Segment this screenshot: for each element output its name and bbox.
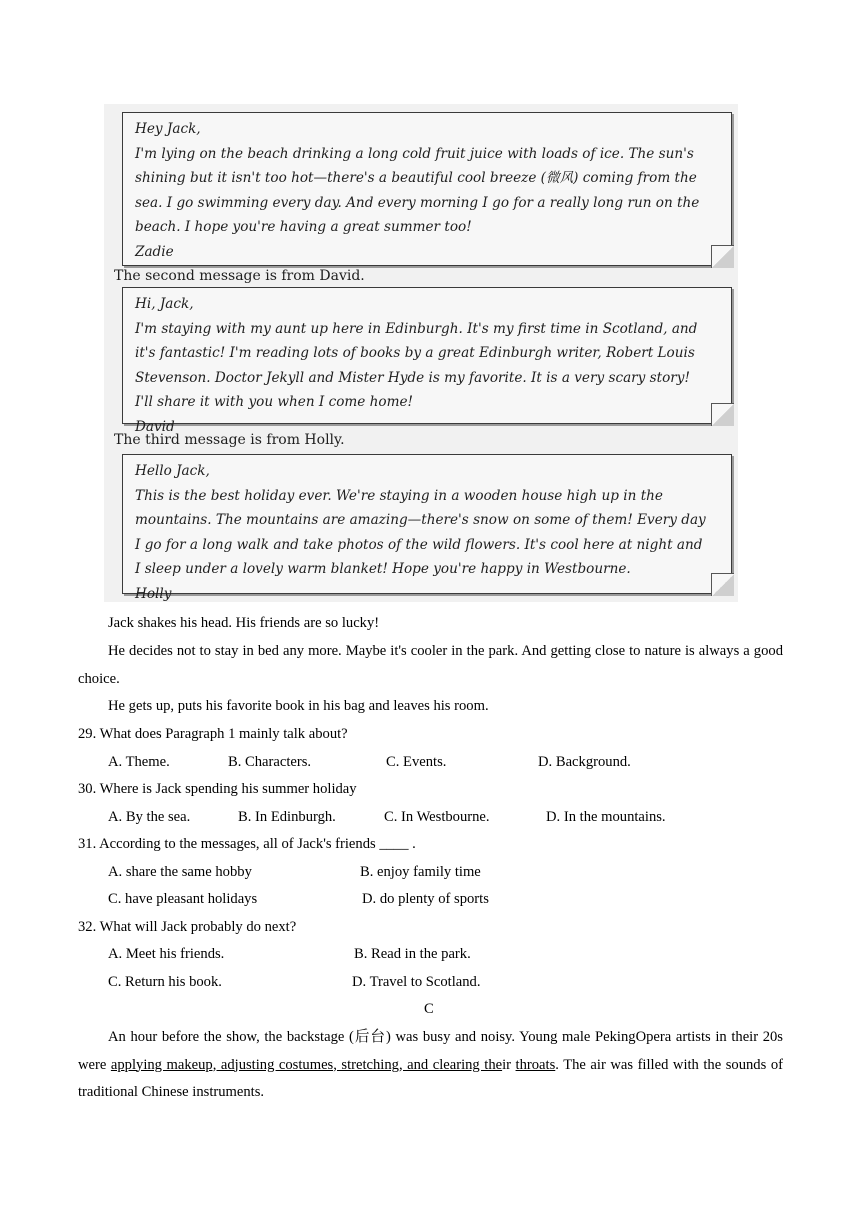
option: C. Events.	[386, 754, 447, 770]
question-stem: 31. According to the messages, all of Jack's friends ____ .	[78, 836, 416, 852]
message-line: I go for a long walk and take photos of the wild flowers. It's cool here at night and	[135, 536, 703, 553]
option: A. Theme.	[108, 754, 170, 770]
option: C. have pleasant holidays	[108, 891, 258, 907]
page-fold-icon	[711, 403, 734, 426]
message-line: Hi, Jack,	[135, 296, 194, 312]
message-signature: Holly	[135, 585, 172, 602]
message-line: Hey Jack,	[135, 121, 201, 137]
question-stem: 30. Where is Jack spending his summer holiday	[78, 781, 357, 797]
story-paragraph: He decides not to stay in bed any more. Maybe it's cooler in the park. And getting close to nature is always a good choice.	[78, 643, 783, 687]
option: B. Read in the park.	[354, 946, 471, 962]
option: A. share the same hobby	[108, 864, 252, 880]
message-line: beach. I hope you're having a great summer too!	[135, 219, 472, 235]
message-line: I'll share it with you when I come home!	[135, 394, 414, 410]
message-line: it's fantastic! I'm reading lots of books by a great Edinburgh writer, Robert Louis	[135, 345, 695, 361]
option: D. In the mountains.	[546, 809, 666, 825]
message-line: Stevenson. Doctor Jekyll and Mister Hyde is my favorite. It is a very scary story!	[135, 369, 690, 386]
message-line: sea. I go swimming every day. And every morning I go for a really long run on the	[135, 194, 700, 211]
option: A. Meet his friends.	[108, 946, 225, 962]
underlined-text: throats	[515, 1056, 556, 1073]
option: B. In Edinburgh.	[238, 809, 336, 825]
option: B. enjoy family time	[360, 864, 481, 880]
message-holly	[122, 454, 732, 602]
message-line: mountains. The mountains are amazing—there's snow on some of them! Every day	[135, 512, 706, 528]
underlined-text: applying makeup, adjusting costumes, stretching, and clearing the	[110, 1056, 503, 1073]
section-letter: C	[424, 1001, 434, 1017]
option: A. By the sea.	[108, 809, 191, 825]
paragraph-text: ir	[502, 1056, 516, 1073]
paragraph-text: An hour before the show, the backstage (后台) was busy and noisy. Young male PekingOpera artists in their 20s were	[78, 1029, 783, 1073]
option: D. do plenty of sports	[362, 891, 489, 907]
option: D. Travel to Scotland.	[352, 974, 481, 990]
message-line: Hello Jack,	[135, 463, 210, 479]
story-paragraph: Jack shakes his head. His friends are so lucky!	[108, 615, 380, 631]
section-paragraph	[78, 1024, 783, 1107]
option: D. Background.	[538, 754, 631, 770]
page-fold-icon	[711, 245, 734, 268]
message-line: I'm staying with my aunt up here in Edinburgh. It's my first time in Scotland, and	[135, 320, 698, 337]
message-signature: Zadie	[135, 243, 174, 260]
option: B. Characters.	[228, 754, 312, 770]
message-signature: David	[135, 418, 175, 435]
message-line: I'm lying on the beach drinking a long cold fruit juice with loads of ice. The sun's	[135, 145, 694, 162]
story-paragraph: He gets up, puts his favorite book in his bag and leaves his room.	[108, 698, 489, 714]
message-line: I sleep under a lovely warm blanket! Hope you're happy in Westbourne.	[135, 561, 631, 577]
option: C. Return his book.	[108, 974, 222, 990]
page-fold-icon	[711, 573, 734, 596]
message-david	[122, 287, 732, 435]
message-intro: The third message is from Holly.	[114, 432, 345, 448]
message-line: This is the best holiday ever. We're staying in a wooden house high up in the	[135, 487, 663, 504]
question-stem: 29. What does Paragraph 1 mainly talk about?	[78, 726, 348, 742]
message-intro: The second message is from David.	[114, 268, 365, 284]
question-stem: 32. What will Jack probably do next?	[78, 919, 297, 935]
message-zadie	[122, 112, 732, 266]
paragraph-text: . The air was filled with the sounds of traditional Chinese instruments.	[78, 1056, 783, 1100]
messages-scan	[104, 104, 738, 602]
option: C. In Westbourne.	[384, 809, 490, 825]
message-line: shining but it isn't too hot—there's a beautiful cool breeze (微风) coming from the	[135, 170, 697, 186]
